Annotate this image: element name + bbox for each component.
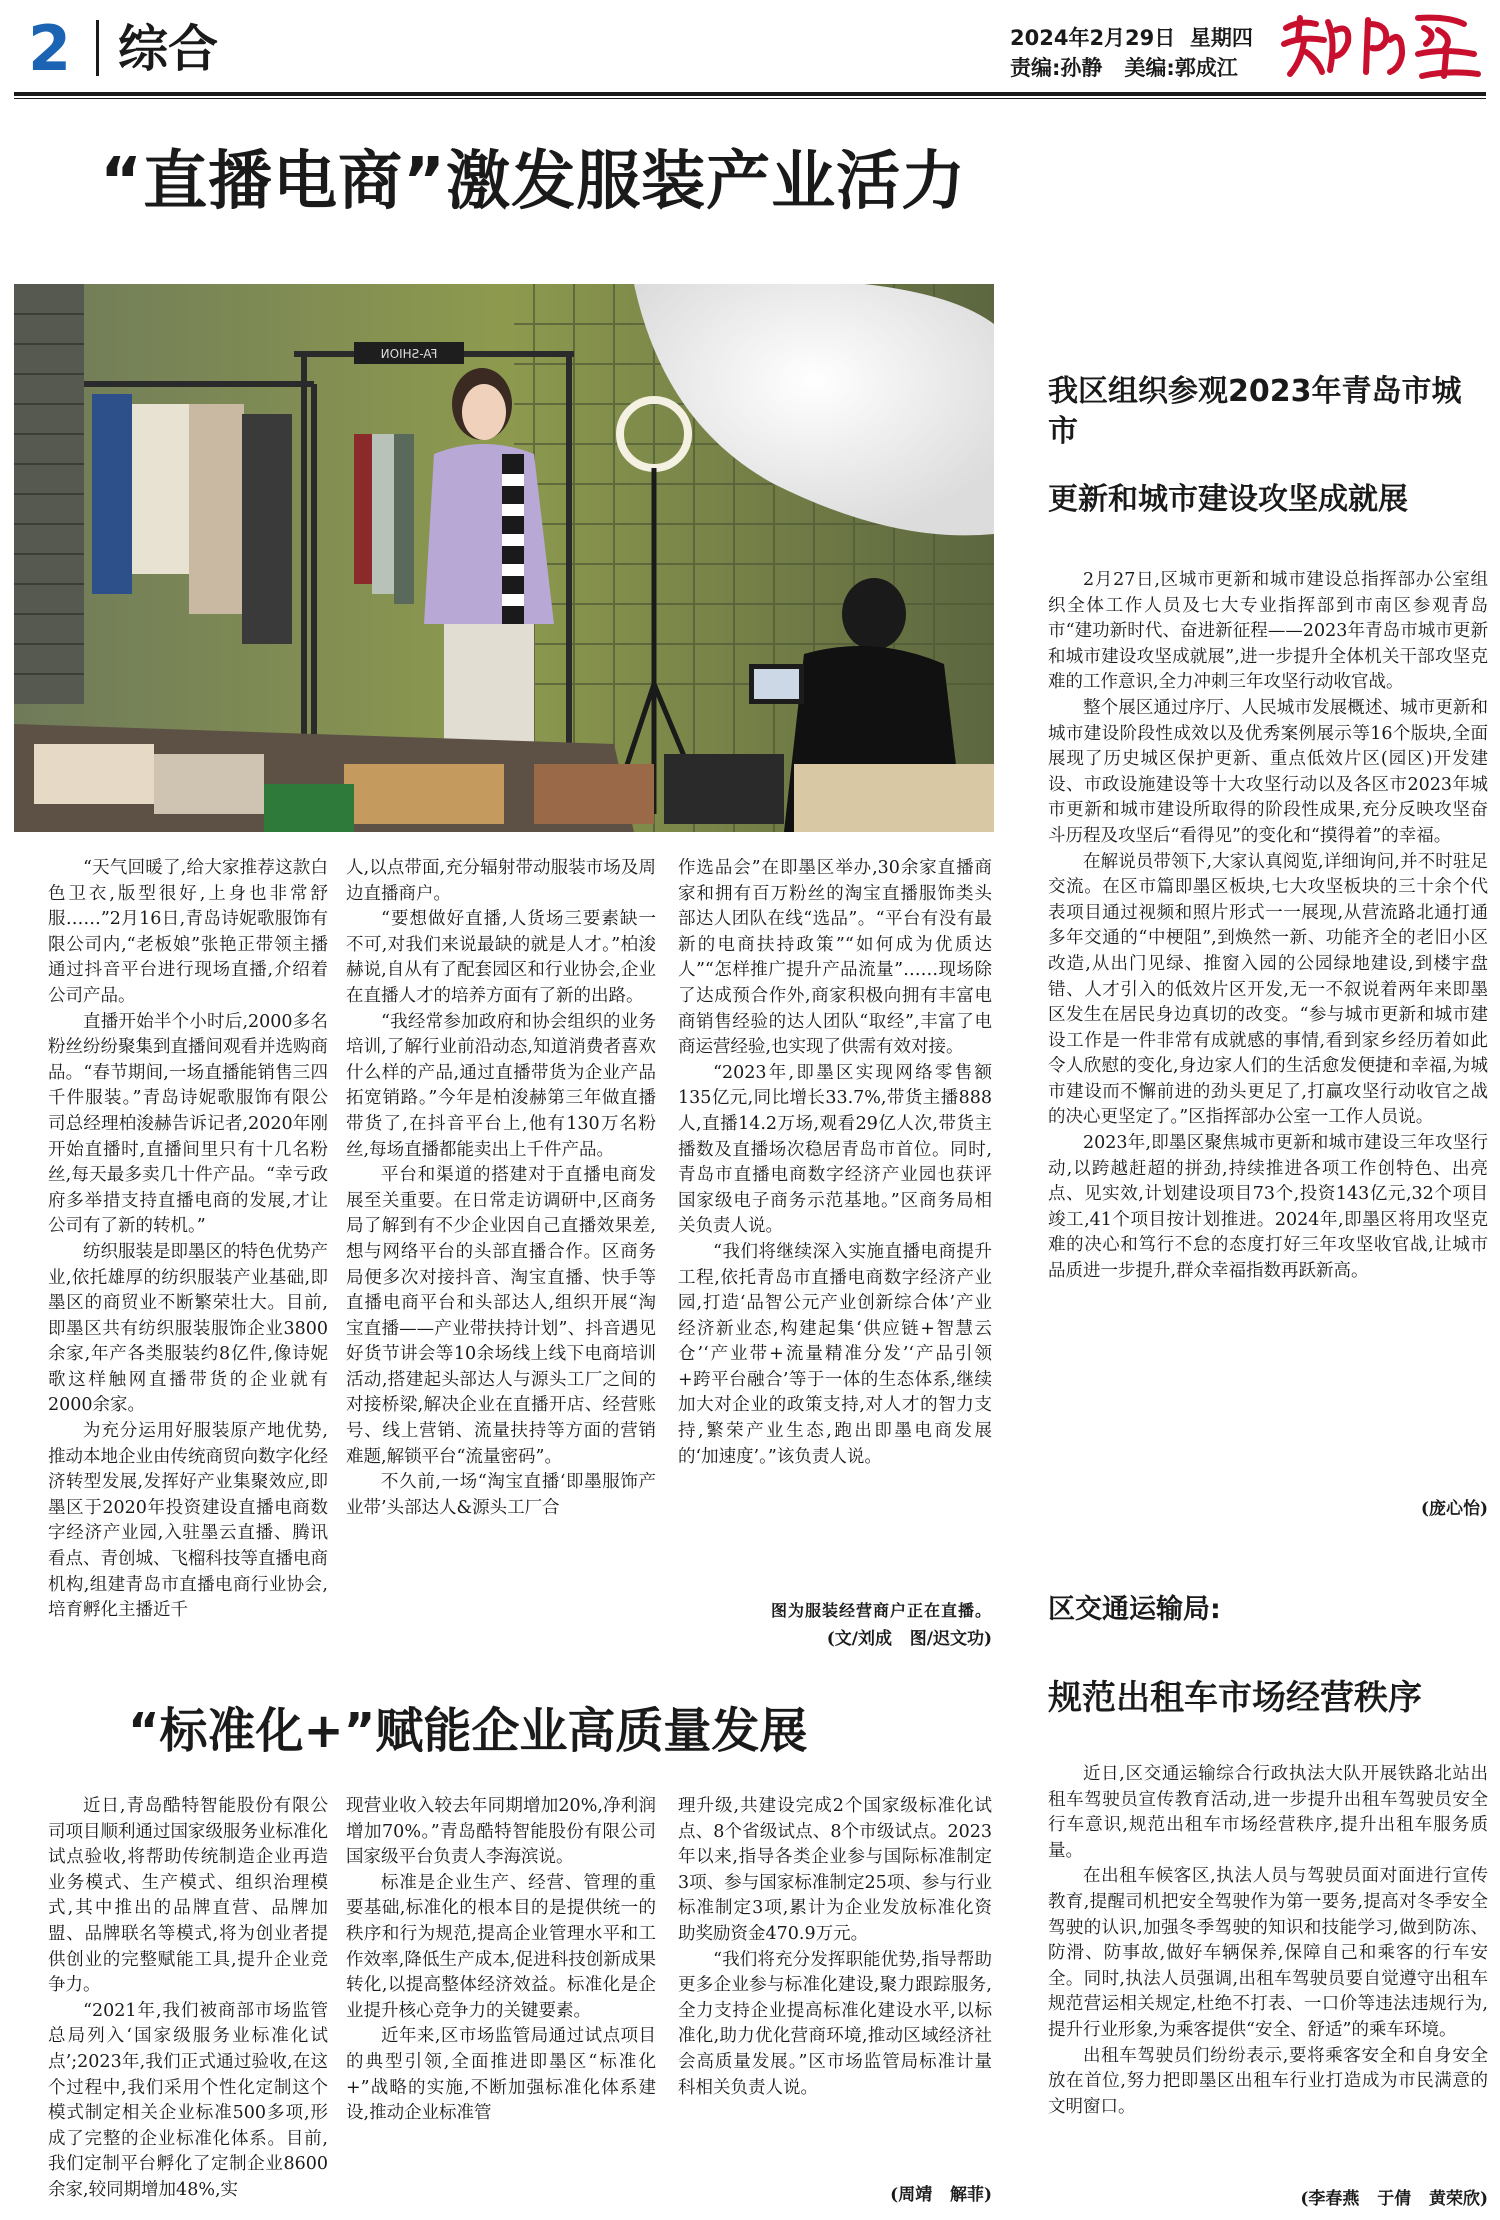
- paragraph: “2021年,我们被商部市场监管总局列入‘国家级服务业标准化试点’;2023年,我们正式通过验收,在这个过程中,我们采用个性化定制这个模式制定相关企业标准500多项,形成了完整的企业标准化体系。目前,我们定制平台孵化了定制企业8600余家,较同期增加48%,实: [48, 2000, 328, 2200]
- paragraph: 2月27日,区城市更新和城市建设总指挥部办公室组织全体工作人员及七大专业指挥部到市南区参观青岛市“建功新时代、奋进新征程——2023年青岛市城市更新和城市建设攻坚成就展”,进一步提升全体机关干部攻坚克难的工作意识,全力冲刺三年攻坚行动收官战。: [1048, 570, 1488, 693]
- article1-column-2: [346, 856, 656, 1521]
- article2-headline-line2: 更新和城市建设攻坚成就展: [1048, 482, 1408, 517]
- masthead-rule: [14, 92, 1486, 96]
- article1-column-3: [678, 856, 992, 1470]
- photo-caption: 图为服装经营商户正在直播。: [770, 1601, 992, 1620]
- paragraph: 2023年,即墨区聚焦城市更新和城市建设三年攻坚行动,以跨越赶超的拼劲,持续推进各项工作创特色、出亮点、见实效,计划建设项目73个,投资143亿元,32个项目竣工,41个项目按计划推进。2024年,即墨区将用攻坚克难的决心和笃行不怠的态度打好三年攻坚收官战,让城市品质进一步提升,群众幸福指数再跃新高。: [1048, 1133, 1488, 1282]
- paragraph: 为充分运用好服装原产地优势,推动本地企业由传统商贸向数字化经济转型发展,发挥好产业集聚效应,即墨区于2020年投资建设直播电商数字经济产业园,入驻墨云直播、腾讯看点、青创城、飞榴科技等直播电商机构,组建青岛市直播电商行业协会,培育孵化主播近千: [48, 1421, 328, 1621]
- paragraph: “2023年,即墨区实现网络零售额135亿元,同比增长33.7%,带货主播888人,直播14.2万场,观看29亿人次,带货主播数及直播场次稳居青岛市首位。同时,青岛市直播电商数字经济产业园也获评国家级电子商务示范基地。”区商务局相关负责人说。: [678, 1062, 992, 1237]
- paragraph: 近日,区交通运输综合行政执法大队开展铁路北站出租车驾驶员宣传教育活动,进一步提升出租车驾驶员安全行车意识,规范出租车市场经营秩序,提升出租车服务质量。: [1048, 1764, 1488, 1861]
- paragraph: 作选品会”在即墨区举办,30余家直播商家和拥有百万粉丝的淘宝直播服饰类头部达人团队在线“选品”。“平台有没有最新的电商扶持政策”“如何成为优质达人”“怎样推广提升产品流量”……现场除了达成预合作外,商家积极向拥有丰富电商销售经验的达人团队“取经”,丰富了电商运营经验,也实现了供需有效对接。: [678, 858, 992, 1058]
- calligraphy-logo-icon: [1278, 10, 1488, 82]
- paragraph: “要想做好直播,人货场三要素缺一不可,对我们来说最缺的就是人才。”柏浚赫说,自从有了配套园区和行业协会,企业在直播人才的培养方面有了新的出路。: [346, 909, 656, 1006]
- paragraph: 近日,青岛酷特智能股份有限公司项目顺利通过国家级服务业标准化试点验收,将帮助传统制造企业再造业务模式、生产模式、组织治理模式,其中推出的品牌直营、品牌加盟、品牌联名等模式,将为创业者提供创业的完整赋能工具,提升企业竞争力。: [48, 1796, 328, 1996]
- paragraph: “天气回暖了,给大家推荐这款白色卫衣,版型很好,上身也非常舒服……”2月16日,青岛诗妮歌服饰有限公司内,“老板娘”张艳正带领主播通过抖音平台进行现场直播,介绍着公司产品。: [48, 858, 328, 1006]
- editors-credit: 责编:孙静 美编:郭成江: [1010, 56, 1238, 80]
- masthead-rule-thin: [14, 98, 1486, 99]
- paragraph: “我们将继续深入实施直播电商提升工程,依托青岛市直播电商数字经济产业园,打造‘品智公元产业创新综合体’产业经济新业态,构建起集‘供应链+智慧云仓’‘产业带+流量精准分发’‘产品引领+跨平台融合’等于一体的生态体系,继续加大对企业的政策支持,对人才的智力支持,繁荣产业生态,跑出即墨电商发展的‘加速度’。”该负责人说。: [678, 1241, 992, 1467]
- article3-column-2: [346, 1794, 656, 2127]
- article3-byline: (周靖 解菲): [890, 2185, 992, 2205]
- paragraph: 现营业收入较去年同期增加20%,净利润增加70%。”青岛酷特智能股份有限公司国家级平台负责人李海滨说。: [346, 1796, 656, 1868]
- paragraph: “我经常参加政府和协会组织的业务培训,了解行业前沿动态,知道消费者喜欢什么样的产品,通过直播带货为企业产品拓宽销路。”今年是柏浚赫第三年做直播带货了,在抖音平台上,他有130万名粉丝,每场直播都能卖出上千件产品。: [346, 1011, 656, 1160]
- paragraph: 直播开始半个小时后,2000多名粉丝纷纷聚集到直播间观看并选购商品。“春节期间,一场直播能销售三四千件服装。”青岛诗妮歌服饰有限公司总经理柏浚赫告诉记者,2020年刚开始直播时,直播间里只有十几名粉丝,每天最多卖几十件产品。“幸亏政府多举措支持直播电商的发展,才让公司有了新的转机。”: [48, 1011, 328, 1237]
- rack-sign: FA-SHION: [380, 347, 438, 361]
- paragraph: 不久前,一场“淘宝直播‘即墨服饰产业带’头部达人&源头工厂合: [346, 1472, 656, 1518]
- article3-column-3: [678, 1794, 992, 2101]
- article2-headline-line1: 我区组织参观2023年青岛市城市: [1048, 374, 1462, 449]
- article4-byline: (李春燕 于倩 黄荣欣): [1300, 2189, 1488, 2209]
- article3-column-1: [48, 1794, 328, 2204]
- page-number: 2: [28, 12, 72, 85]
- newspaper-logo: [1278, 10, 1488, 82]
- paragraph: 近年来,区市场监管局通过试点项目的典型引领,全面推进即墨区“标准化+”战略的实施,不断加强标准化体系建设,推动企业标准管: [346, 2026, 656, 2124]
- article1-photo: [14, 284, 994, 832]
- article4-headline: 规范出租车市场经营秩序: [1048, 1678, 1422, 1718]
- paragraph: “我们将充分发挥职能优势,指导帮助更多企业参与标准化建设,聚力跟踪服务,全力支持企业提高标准化建设水平,以标准化,助力优化营商环境,推动区域经济社会高质量发展。”区市场监管局标准计量科相关负责人说。: [678, 1949, 992, 2098]
- paragraph: 人,以点带面,充分辐射带动服装市场及周边直播商户。: [346, 858, 656, 904]
- article2-body: [1048, 568, 1488, 1285]
- paragraph: 出租车驾驶员们纷纷表示,要将乘客安全和自身安全放在首位,努力把即墨区出租车行业打造成为市民满意的文明窗口。: [1048, 2045, 1488, 2117]
- paragraph: 整个展区通过序厅、人民城市发展概述、城市更新和城市建设阶段性成效以及优秀案例展示等16个版块,全面展现了历史城区保护更新、重点低效片区(园区)开发建设、市政设施建设等十大攻坚行动以及各区市2023年城市更新和城市建设所取得的阶段性成果,充分反映攻坚奋斗历程及攻坚后“看得见”的变化和“摸得着”的幸福。: [1048, 697, 1488, 846]
- paragraph: 纺织服装是即墨区的特色优势产业,依托雄厚的纺织服装产业基础,即墨区的商贸业不断繁荣壮大。目前,即墨区共有纺织服装服饰企业3800余家,年产各类服装约8亿件,像诗妮歌这样触网直播带货的企业就有2000余家。: [48, 1241, 328, 1416]
- paragraph: 平台和渠道的搭建对于直播电商发展至关重要。在日常走访调研中,区商务局了解到有不少企业因自己直播效果差,想与网络平台的头部直播合作。区商务局便多次对接抖音、淘宝直播、快手等直播电商平台和头部达人,组织开展“淘宝直播——产业带扶持计划”、抖音遇见好货节讲会等10余场线上线下电商培训活动,搭建起头部达人与源头工厂之间的对接桥梁,解决企业在直播开店、经营账号、线上营销、流量扶持等方面的营销难题,解锁平台“流量密码”。: [346, 1165, 656, 1467]
- paragraph: 在解说员带领下,大家认真阅览,详细询问,并不时驻足交流。在区市篇即墨区板块,七大攻坚板块的三十余个代表项目通过视频和照片形式一一展现,从营流路北通打通多年交通的“中梗阻”,到焕然一新、功能齐全的老旧小区改造,从出门见绿、推窗入园的公园绿地建设,到楼宇盘错、人才引入的低效片区开发,无一不叙说着两年来即墨区发生在居民身边真切的改变。“参与城市更新和城市建设工作是一件非常有成就感的事情,看到家乡经历着如此令人欣慰的变化,身边家人们的生活愈发便捷和幸福,为城市建设而不懈前进的劲头更足了,打赢攻坚行动收官之战的决心更坚定了。”区指挥部办公室一工作人员说。: [1048, 851, 1488, 1128]
- issue-date: 2024年2月29日 星期四: [1010, 26, 1253, 50]
- article1-column-1: [48, 856, 328, 1624]
- section-name: 综合: [118, 20, 218, 78]
- article2-byline: (庞心怡): [1420, 1499, 1488, 1519]
- article4-kicker: 区交通运输局:: [1048, 1594, 1221, 1625]
- section-divider: [96, 20, 99, 76]
- article3-headline: “标准化+”赋能企业高质量发展: [128, 1703, 808, 1759]
- paragraph: 标准是企业生产、经营、管理的重要基础,标准化的根本目的是提供统一的秩序和行为规范,提高企业管理水平和工作效率,降低生产成本,促进科技创新成果转化,以提高整体经济效益。标准化是企业提升核心竞争力的关键要素。: [346, 1872, 656, 2021]
- article1-headline: “直播电商”激发服装产业活力: [100, 145, 967, 219]
- paragraph: 在出租车候客区,执法人员与驾驶员面对面进行宣传教育,提醒司机把安全驾驶作为第一要务,提高对冬季安全驾驶的认识,加强冬季驾驶的知识和技能学习,做到防冻、防滑、防事故,做好车辆保养,保障自己和乘客的行车安全。同时,执法人员强调,出租车驾驶员要自觉遵守出租车规范营运相关规定,杜绝不打表、一口价等违法违规行为,提升行业形象,为乘客提供“安全、舒适”的乘车环境。: [1048, 1866, 1488, 2040]
- paragraph: 理升级,共建设完成2个国家级标准化试点、8个省级试点、8个市级试点。2023年以来,指导各类企业参与国际标准制定3项、参与国家标准制定25项、参与行业标准制定3项,累计为企业发放标准化资助奖励资金470.9万元。: [678, 1796, 992, 1944]
- article4-body: [1048, 1762, 1488, 2120]
- livestream-photo-illustration: [14, 284, 994, 832]
- article1-byline: (文/刘成 图/迟文功): [826, 1629, 992, 1649]
